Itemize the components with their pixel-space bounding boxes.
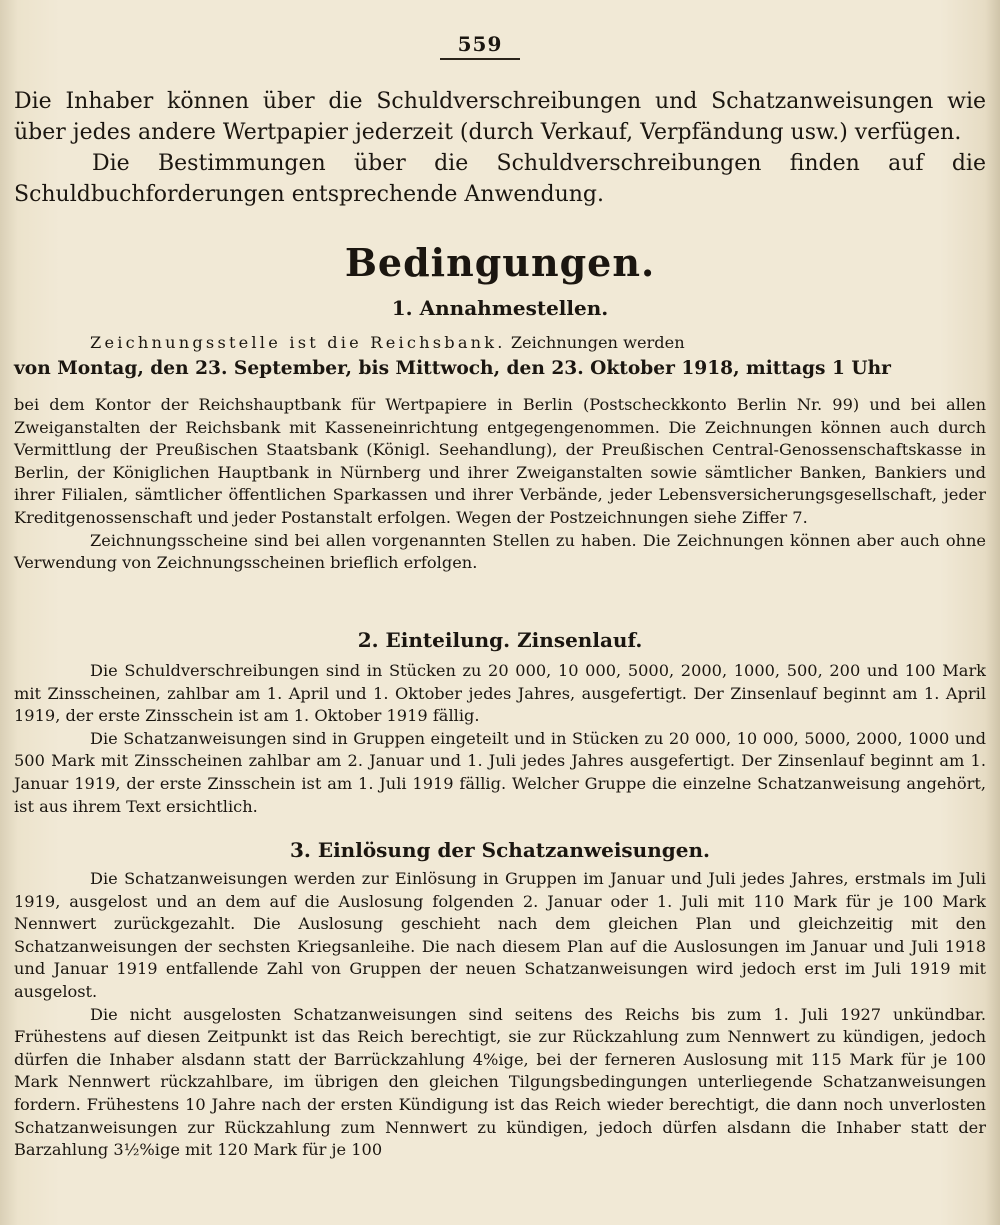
intro-paragraph-2: Die Bestimmungen über die Schuldverschreibungen finden auf die Schuldbuchforderungen entsprechende Anwendung. — [14, 151, 986, 207]
section-1-intro-line — [90, 332, 986, 355]
section-1-paragraph-2: Zeichnungsscheine sind bei allen vorgenannten Stellen zu haben. Die Zeichnungen können aber auch ohne Verwendung von Zeichnungsscheinen brieflich erfolgen. — [14, 530, 986, 573]
section-2-body — [14, 660, 986, 818]
section-1-paragraph-1: bei dem Kontor der Reichshauptbank für Wertpapiere in Berlin (Postscheckkonto Berlin Nr. 99) und bei allen Zweiganstalten der Reichsbank mit Kasseneinrichtung entgegengenommen. Die Zeichnungen können auch durch Vermittlung der Preußischen Staatsbank (Königl. Seehandlung), der Preußischen Central-Genossenschaftskasse in Berlin, der Königlichen Hauptbank in Nürnberg und ihrer Zweiganstalten sowie sämtlicher Banken, Bankiers und ihrer Filialen, sämtlicher öffentlichen Sparkassen und ihrer Verbände, jeder Lebensversicherungsgesellschaft, jeder Kreditgenossenschaft und jeder Postanstalt erfolgen. Wegen der Postzeichnungen siehe Ziffer 7. — [14, 395, 986, 527]
subscription-period: von Montag, den 23. September, bis Mittwoch, den 23. Oktober 1918, mittags 1 Uhr — [14, 358, 891, 379]
page-number: 559 — [457, 32, 503, 56]
main-heading: Bedingungen. — [344, 240, 656, 285]
section-1-title: 1. Annahmestellen. — [391, 296, 609, 320]
section-2-title: 2. Einteilung. Zinsenlauf. — [357, 628, 643, 652]
page-number-rule — [440, 58, 520, 60]
section-3-title: 3. Einlösung der Schatzanweisungen. — [290, 838, 710, 862]
section-3-paragraph-2: Die nicht ausgelosten Schatzanweisungen sind seitens des Reichs bis zum 1. Juli 1927 unkündbar. Frühestens auf diesen Zeitpunkt ist das Reich berechtigt, sie zur Rückzahlung zum Nennwert zu kündigen, jedoch dürfen die Inhaber alsdann statt der Barrückzahlung 4%ige, bei der ferneren Auslosung mit 115 Mark für je 100 Mark Nennwert rückzahlbare, im übrigen den gleichen Tilgungsbedingungen unterliegende Schatzanweisungen fordern. Frühestens 10 Jahre nach der ersten Kündigung ist das Reich wieder berechtigt, die dann noch unverlosten Schatzanweisungen zur Rückzahlung zum Nennwert zu kündigen, jedoch dürfen alsdann die Inhaber statt der Barzahlung 3½%ige mit 120 Mark für je 100 — [14, 1004, 986, 1160]
intro-block — [14, 86, 986, 210]
intro-paragraph-1: Die Inhaber können über die Schuldverschreibungen und Schatzanweisungen wie über jedes andere Wertpapier jederzeit (durch Verkauf, Verpfändung usw.) verfügen. — [14, 89, 986, 145]
section-3-paragraph-1: Die Schatzanweisungen werden zur Einlösung in Gruppen im Januar und Juli jedes Jahres, erstmals im Juli 1919, ausgelost und an dem auf die Auslosung folgenden 2. Januar oder 1. Juli mit 110 Mark für je 100 Mark Nennwert zurückgezahlt. Die Auslosung geschieht nach dem gleichen Plan und gleichzeitig mit den Schatzanweisungen der sechsten Kriegsanleihe. Die nach diesem Plan auf die Auslosungen im Januar und Juli 1918 und Januar 1919 entfallende Zahl von Gruppen der neuen Schatzanweisungen wird jedoch erst im Juli 1919 mit ausgelost. — [14, 869, 986, 1001]
section-2-paragraph-1: Die Schuldverschreibungen sind in Stücken zu 20 000, 10 000, 5000, 2000, 1000, 500, 200 und 100 Mark mit Zinsscheinen, zahlbar am 1. April und 1. Oktober jedes Jahres, ausgefertigt. Der Zinsenlauf beginnt am 1. April 1919, der erste Zinsschein ist am 1. Oktober 1919 fällig. — [14, 661, 986, 726]
section-1-intro-spaced: Zeichnungsstelle ist die Reichsbank. — [90, 333, 506, 352]
section-1-intro-rest: Zeichnungen werden — [510, 333, 685, 352]
section-3-body — [14, 868, 986, 1162]
section-2-paragraph-2: Die Schatzanweisungen sind in Gruppen eingeteilt und in Stücken zu 20 000, 10 000, 5000, 2000, 1000 und 500 Mark mit Zinsscheinen zahlbar am 2. Januar und 1. Juli jedes Jahres ausgefertigt. Der Zinsenlauf beginnt am 1. Januar 1919, der erste Zinsschein ist am 1. Juli 1919 fällig. Welcher Gruppe die einzelne Schatzanweisung angehört, ist aus ihrem Text ersichtlich. — [14, 728, 986, 816]
section-1-body — [14, 394, 986, 575]
